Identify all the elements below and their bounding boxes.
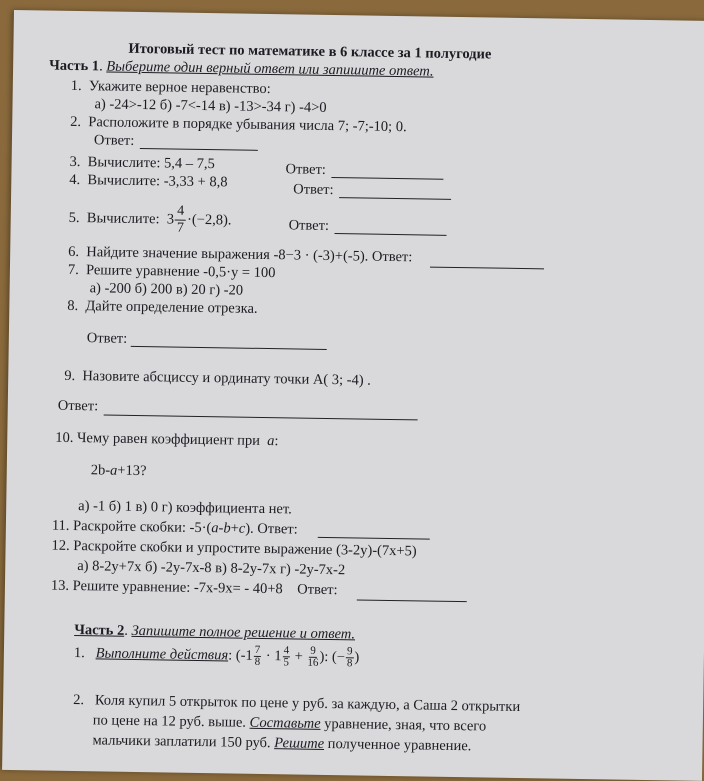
answer-blank[interactable] bbox=[140, 148, 258, 151]
answer-blank[interactable] bbox=[339, 197, 451, 200]
answer-blank[interactable] bbox=[331, 177, 443, 180]
answer-label: Ответ: bbox=[288, 217, 330, 234]
question-5: 5. Вычислите: 3 $\frac{4}{7}$ ·(−2,8). bbox=[68, 203, 232, 236]
question-number: 5. bbox=[68, 209, 80, 227]
question-text: Вычислите: -3,33 + 8,8 bbox=[87, 172, 228, 191]
part2-question-2-line3: мальчики заплатили 150 руб. Решите полученное уравнение. bbox=[92, 732, 472, 755]
question-number: 10. bbox=[55, 429, 74, 446]
question-number: 2. bbox=[70, 113, 82, 131]
question-number: 6. bbox=[68, 243, 80, 261]
question-13 bbox=[51, 577, 338, 600]
question-10-options: а) -1 б) 1 в) 0 г) коэффициента нет. bbox=[78, 498, 292, 518]
answer-blank[interactable] bbox=[335, 233, 447, 236]
question-text: Расположите в порядке убывания числа 7; -7;-10; 0. bbox=[88, 114, 407, 136]
part2-label: Часть 2 bbox=[74, 622, 125, 639]
answer-label: Ответ: bbox=[297, 581, 338, 599]
question-9 bbox=[64, 367, 371, 390]
variable-a: а bbox=[267, 433, 275, 450]
part2-question-2-line2: по цене на 12 руб. выше. Составьте уравнение, зная, что всего bbox=[92, 712, 487, 735]
answer-blank[interactable] bbox=[357, 599, 467, 602]
question-text: Вычислите: 5,4 – 7,5 bbox=[87, 154, 215, 173]
question-number: 4. bbox=[69, 171, 81, 189]
question-number: 2. bbox=[73, 692, 85, 709]
answer-label: Ответ: bbox=[93, 132, 135, 149]
part1-label: Часть 1 bbox=[49, 57, 100, 75]
question-number: 9. bbox=[64, 367, 76, 385]
answer-blank[interactable] bbox=[104, 414, 418, 420]
question-text: Найдите значение выражения -8−3 · (-3)+(-5). Ответ: bbox=[86, 244, 413, 266]
question-text: Назовите абсциссу и ординату точки А( 3; -4) . bbox=[82, 368, 372, 389]
question-text: Чему равен коэффициент при bbox=[76, 430, 261, 449]
question-1-options: а) -24>-12 б) -7<-14 в) -13>-34 г) -4>0 bbox=[94, 96, 327, 116]
question-number: 1. bbox=[73, 645, 85, 662]
question-12-options: а) 8-2у+7х б) -2у-7х-8 в) 8-2у-7х г) -2у-7х-2 bbox=[77, 558, 346, 579]
answer-blank[interactable] bbox=[131, 346, 327, 350]
question-number: 8. bbox=[67, 297, 79, 315]
answer-label: Ответ: bbox=[293, 181, 334, 199]
answer-blank[interactable] bbox=[318, 537, 430, 540]
question-text: Решите уравнение: -7х-9х= - 40+8 bbox=[72, 577, 283, 598]
answer-blank[interactable] bbox=[430, 267, 544, 270]
question-10-expression: 2b-а+13? bbox=[90, 462, 147, 480]
question-10: 10. Чему равен коэффициент при а: bbox=[55, 429, 279, 450]
test-sheet bbox=[2, 10, 704, 781]
question-3 bbox=[69, 153, 214, 173]
question-7-options: а) -200 б) 200 в) 20 г) -20 bbox=[89, 280, 244, 299]
question-text: Выполните действия bbox=[95, 645, 229, 664]
question-number: 3. bbox=[69, 153, 81, 171]
part2-question-1: 1. Выполните действия: (-1 $\frac{7}{8}$ · 1 $\frac{4}{5}$ + $\frac{9}{16}$ ): (− $\frac{9}{8}$ ) bbox=[73, 644, 360, 670]
part2-header: Часть 2. Запишите полное решение и ответ. bbox=[74, 622, 356, 643]
question-11: 11. Раскройте скобки: -5·(а-b+с). Ответ: bbox=[51, 517, 298, 538]
answer-label: Ответ: bbox=[285, 161, 327, 178]
question-text: Вычислите: bbox=[86, 210, 160, 228]
part1-instruction: Выберите один верный ответ или запишите ответ. bbox=[106, 58, 434, 80]
question-4 bbox=[69, 171, 227, 191]
part2-instruction: Запишите полное решение и ответ. bbox=[131, 622, 356, 643]
question-number: 1. bbox=[70, 77, 82, 95]
question-8 bbox=[67, 297, 257, 318]
question-number: 11. bbox=[51, 517, 70, 534]
question-text: Раскройте скобки и упростите выражение (3-2у)-(7х+5) bbox=[73, 537, 417, 560]
question-number: 7. bbox=[67, 261, 79, 279]
part1-header: Часть 1. Выберите один верный ответ или запишите ответ. bbox=[49, 57, 434, 80]
question-text: Решите уравнение -0,5·у = 100 bbox=[85, 262, 276, 282]
mixed-number: 3 $\frac{4}{7}$ bbox=[166, 203, 185, 236]
question-number: 13. bbox=[50, 577, 70, 594]
question-number: 12. bbox=[51, 537, 70, 554]
answer-label: Ответ: bbox=[86, 330, 128, 347]
answer-label: Ответ: bbox=[57, 397, 99, 415]
question-text: Коля купил 5 открыток по цене у руб. за каждую, а Саша 2 открытки bbox=[94, 692, 521, 716]
question-text: Дайте определение отрезка. bbox=[85, 298, 258, 317]
page-title: Итоговый тест по математике в 6 классе за 1 полугодие bbox=[128, 40, 492, 63]
question-text: Укажите верное неравенство: bbox=[88, 78, 271, 98]
